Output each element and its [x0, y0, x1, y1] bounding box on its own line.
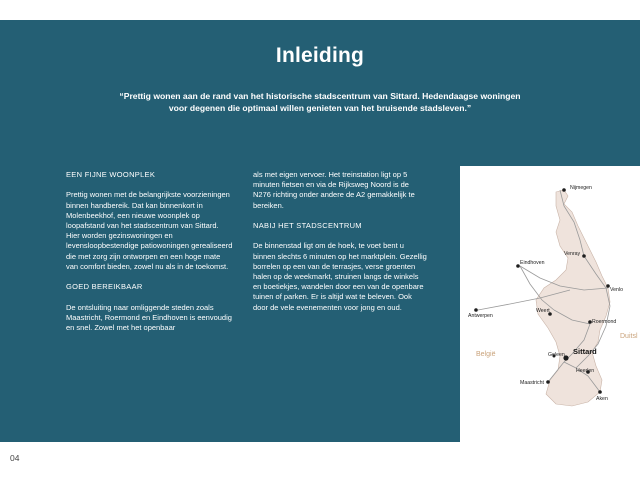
label-venlo: Venlo [610, 287, 623, 293]
paragraph-stadscentrum: De binnenstad ligt om de hoek, te voet bent u binnen slechts 6 minuten op het marktplein. Gezellig borrelen op een van de terrasjes, verse groenten halen op de weekmarkt, struinen langs de winkels en boetiekjes, wandelen door een van de openbare tuinen of parken. Er is altijd wat te beleven. Ook door de vele evenementen voor jong en oud. [253, 241, 427, 312]
location-map [460, 166, 640, 442]
dot-maastricht [546, 380, 550, 384]
left-text-column [66, 170, 234, 343]
paragraph-vervoer: als met eigen vervoer. Het treinstation ligt op 5 minuten fietsen en via de Rijksweg Noord is de N276 richting onder andere de A2 gemakkelijk te bereiken. [253, 170, 415, 210]
intro-quote-line-2: voor degenen die optimaal willen genieten van het bruisende stadsleven.” [168, 103, 472, 113]
label-venray: Venray [564, 251, 581, 257]
intro-quote-line-1: “Prettig wonen aan de rand van het historische stadscentrum van Sittard. Hedendaagse woningen [119, 91, 521, 101]
province-shape [536, 190, 610, 406]
label-roermond: Roermond [592, 319, 617, 325]
dot-antwerpen [474, 308, 478, 312]
page-title: Inleiding [275, 44, 365, 67]
dot-venray [582, 254, 586, 258]
middle-text-column [253, 170, 428, 323]
label-belgie: België [476, 351, 496, 358]
label-heerlen: Heerlen [576, 368, 595, 374]
heading-fijne-woonplek: EEN FIJNE WOONPLEK [66, 170, 156, 179]
label-sittard: Sittard [573, 347, 597, 356]
paragraph-goed-bereikbaar: De ontsluiting naar omliggende steden zoals Maastricht, Roermond en Eindhoven is eenvoudig en snel. Zowel met het openbaar [66, 302, 232, 332]
dot-nijmegen [562, 188, 566, 192]
heading-stadscentrum: NABIJ HET STADSCENTRUM [253, 221, 362, 230]
label-maastricht: Maastricht [520, 380, 544, 386]
page-number: 04 [10, 453, 20, 463]
label-duitsland: Duitsl [620, 333, 638, 340]
map-graphic [460, 166, 640, 442]
intro-quote [100, 90, 540, 114]
heading-goed-bereikbaar: GOED BEREIKBAAR [66, 282, 143, 292]
label-aken: Aken [596, 396, 608, 402]
label-weert: Weert [536, 308, 550, 314]
label-eindhoven: Eindhoven [520, 260, 545, 266]
label-geleen: Geleen [548, 352, 565, 358]
paragraph-fijne-woonplek: Prettig wonen met de belangrijkste voorzieningen binnen handbereik. Dat kan binnenkort in Molenbeekhof, een nieuwe woonplek op loopafstand van het stadscentrum van Sittard. Hier worden gezinswoningen en levensloopbestendige patiowoningen gerealiseerd die met zorg zijn ontworpen en een hoge mate van comfort bieden, zowel nu als in de toekomst. [66, 190, 233, 271]
label-nijmegen: Nijmegen [570, 185, 592, 191]
dot-aken [598, 390, 602, 394]
label-antwerpen: Antwerpen [468, 313, 493, 319]
